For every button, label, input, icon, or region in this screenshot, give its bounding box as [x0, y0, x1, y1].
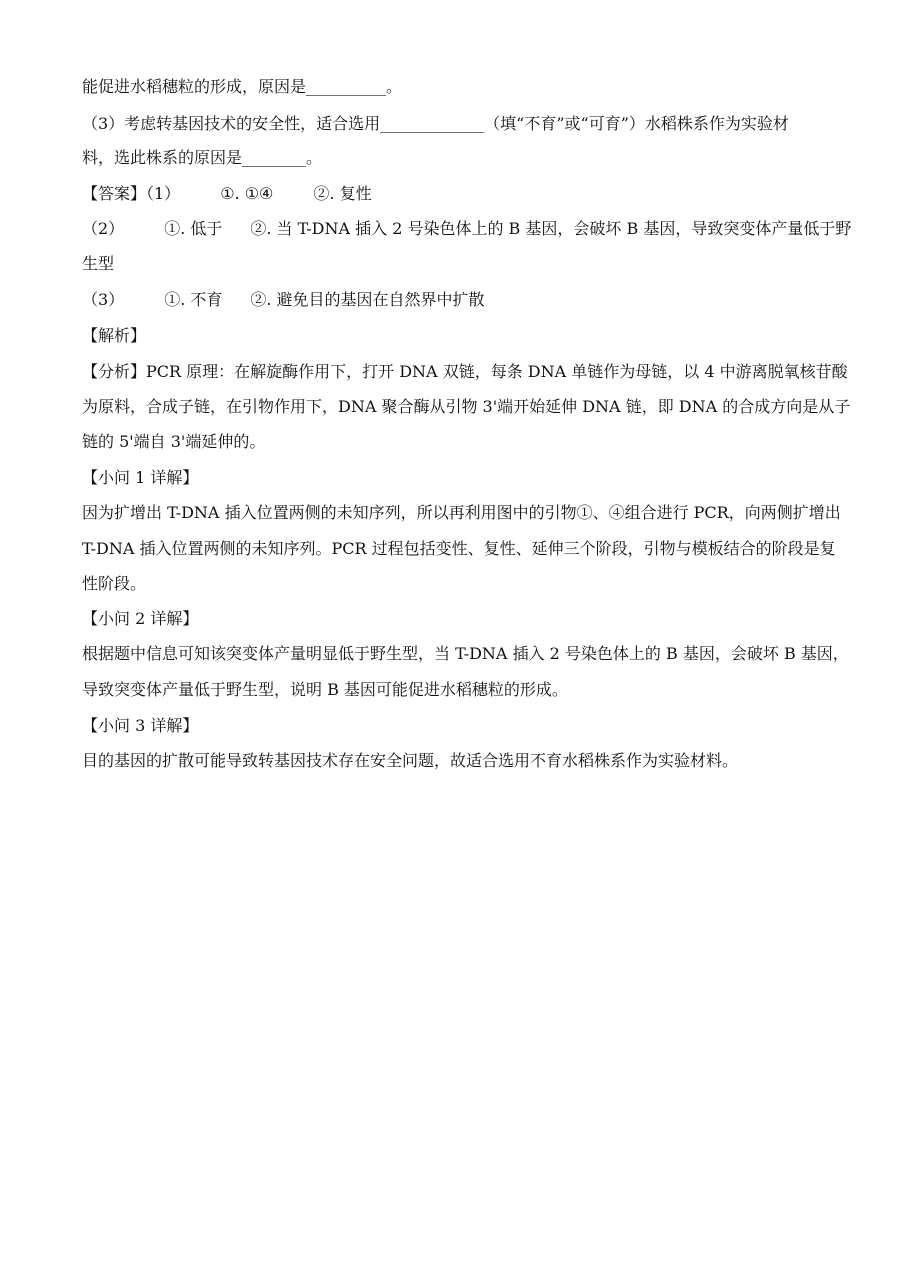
analysis-text-line: 链的 5'端自 3'端延伸的。	[82, 432, 266, 451]
answer-number: （2）	[82, 219, 125, 238]
answer-item: ②. 复性	[313, 184, 372, 203]
answer-continuation-line: 生型	[82, 254, 115, 273]
subquestion-3-heading: 【小问 3 详解】	[82, 716, 199, 735]
subquestion-1-heading: 【小问 1 详解】	[82, 468, 199, 487]
answer-number: （3）	[82, 290, 125, 309]
subquestion-1-text-line: 因为扩增出 T-DNA 插入位置两侧的未知序列，所以再利用图中的引物①、④组合进行 PCR，向两侧扩增出	[82, 503, 841, 522]
answer-item: ①. 不育	[164, 290, 223, 309]
answer-item: ①. 低于	[164, 219, 223, 238]
analysis-text-line: 【分析】PCR 原理：在解旋酶作用下，打开 DNA 双链，每条 DNA 单链作为母链，以 4 中游离脱氧核苷酸	[82, 362, 848, 381]
answer-item: ①. ①④	[220, 184, 274, 203]
question-3-text-line: （3）考虑转基因技术的安全性，适合选用_____________（填“不育”或“可育”）水稻株系作为实验材	[82, 114, 789, 133]
subquestion-3-text-line: 目的基因的扩散可能导致转基因技术存在安全问题，故适合选用不育水稻株系作为实验材料。	[82, 751, 739, 770]
subquestion-2-text-line: 根据题中信息可知该突变体产量明显低于野生型，当 T-DNA 插入 2 号染色体上的 B 基因，会破坏 B 基因，	[82, 644, 849, 663]
answer-heading: 【答案】（1）	[82, 184, 181, 203]
answer-line-1	[82, 183, 822, 205]
question-3-text-line: 料，选此株系的原因是________。	[82, 148, 323, 167]
answer-item: ②. 当 T-DNA 插入 2 号染色体上的 B 基因，会破坏 B 基因，导致突变体产量低于野	[250, 219, 852, 238]
answer-item: ②. 避免目的基因在自然界中扩散	[250, 290, 485, 309]
question-text-line: 能促进水稻穗粒的形成，原因是__________。	[82, 77, 403, 96]
subquestion-2-text-line: 导致突变体产量低于野生型，说明 B 基因可能促进水稻穗粒的形成。	[82, 680, 568, 699]
analysis-heading: 【解析】	[82, 326, 147, 345]
subquestion-1-text-line: 性阶段。	[82, 574, 147, 593]
subquestion-1-text-line: T-DNA 插入位置两侧的未知序列。PCR 过程包括变性、复性、延伸三个阶段，引物与模板结合的阶段是复	[82, 539, 836, 558]
answer-line-3	[82, 289, 822, 311]
answer-line-2	[82, 218, 852, 240]
analysis-text-line: 为原料，合成子链，在引物作用下，DNA 聚合酶从引物 3'端开始延伸 DNA 链，即 DNA 的合成方向是从子	[82, 397, 851, 416]
subquestion-2-heading: 【小问 2 详解】	[82, 609, 199, 628]
